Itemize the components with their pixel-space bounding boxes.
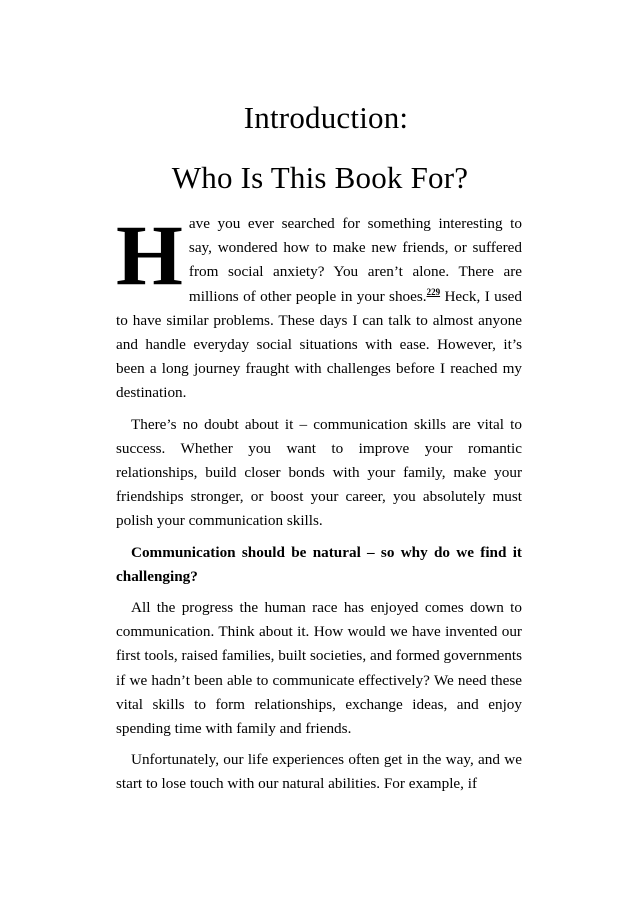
paragraph-1-text: ave you ever searched for something interesting to say, wondered how to make new friends, or suffered from social anxiety? You aren’t alone. There are millions of other people in your shoes. (188, 215, 522, 305)
footnote-reference[interactable]: 229 (426, 286, 441, 297)
paragraph-1-continuation: Heck, I used to have similar problems. These days I can talk to almost anyone and handle everyday social situations with ease. However, it’s been a long journey fraught with challenges before I reached my destination. (116, 287, 522, 402)
paragraph-3: All the progress the human race has enjoyed comes down to communication. Think about it. How would we have invented our first tools, raised families, built societies, and formed governments if we hadn’t been able to communicate effectively? We need these vital skills to form relationships, exchange ideas, and enjoy spending time with family and friends. (116, 599, 522, 738)
drop-cap: H (116, 207, 183, 303)
chapter-subtitle: Who Is This Book For? (171, 160, 469, 195)
body-text (116, 207, 522, 804)
section-heading: Communication should be natural – so why do we find it challenging? (116, 543, 522, 585)
paragraph-1 (116, 207, 522, 406)
paragraph-4: Unfortunately, our life experiences often get in the way, and we start to lose touch with our natural abilities. For example, if (116, 751, 522, 793)
paragraph-2: There’s no doubt about it – communication skills are vital to success. Whether you want to improve your romantic relationships, build closer bonds with your family, make your friendships stronger, or boost your career, you absolutely must polish your communication skills. (116, 415, 522, 530)
chapter-title: Introduction: (243, 100, 409, 135)
